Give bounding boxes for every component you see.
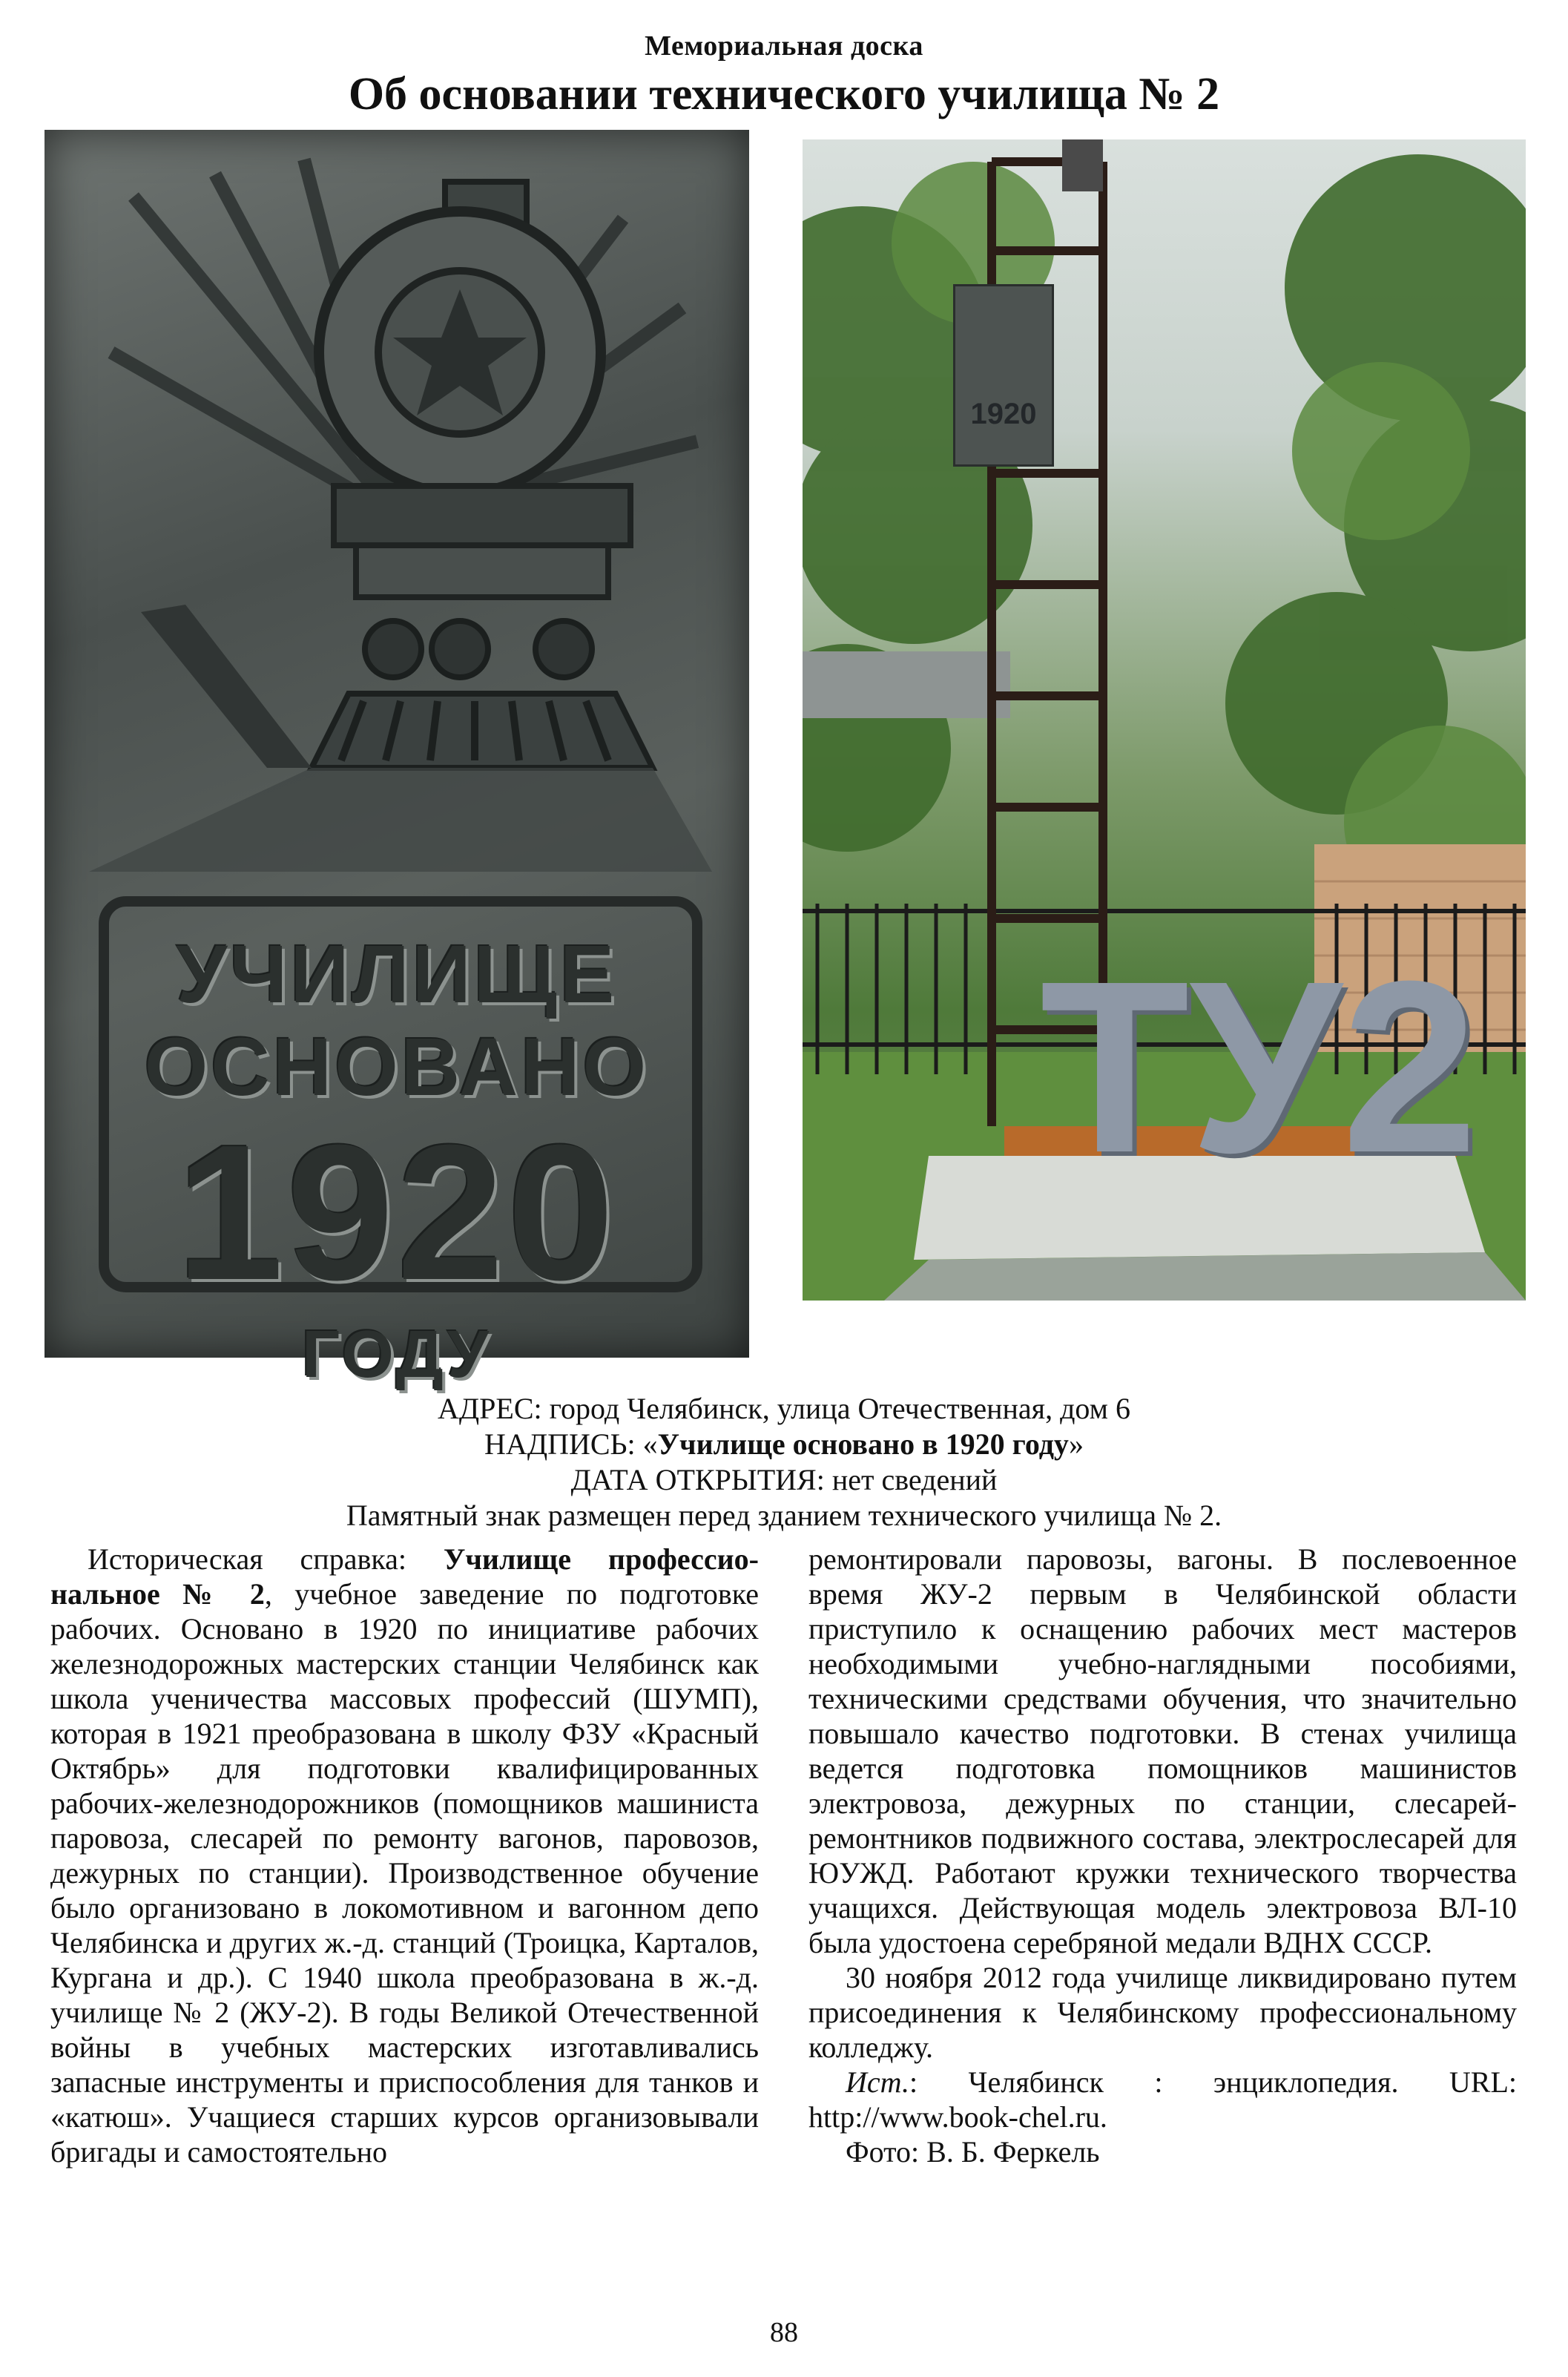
tower-plaque xyxy=(953,284,1054,467)
address-line xyxy=(0,1391,1568,1427)
tower-plaque-year: 1920 xyxy=(970,398,1037,430)
memorial-site-photo xyxy=(803,139,1526,1301)
relief-year: 1920 xyxy=(176,1105,618,1321)
address-value: : город Челябинск, улица Отечественная, дом 6 xyxy=(533,1392,1130,1425)
page-number: 88 xyxy=(770,2317,798,2348)
opening-line xyxy=(0,1462,1568,1498)
address-label: АДРЕС xyxy=(438,1392,534,1425)
history-paragraph xyxy=(50,1542,759,2169)
closure-paragraph: 30 ноября 2012 года училище ликвидировано путем присоединения к Челябинскому профессиональному колледжу. xyxy=(808,1961,1517,2064)
opening-label: ДАТА ОТКРЫТИЯ xyxy=(570,1463,817,1496)
tu2-sign: ТУ2 xyxy=(1040,930,1478,1203)
inscription-line xyxy=(0,1427,1568,1462)
relief-line-4: ГОДУ xyxy=(302,1318,492,1392)
source-paragraph xyxy=(808,2065,1517,2134)
source-label: Ист. xyxy=(846,2065,910,2099)
page-title: Об основании технического училища № 2 xyxy=(348,69,1220,119)
inscription-value: Училище основано в 1920 году xyxy=(657,1427,1069,1461)
relief-line-1: УЧИЛИЩЕ xyxy=(176,929,618,1020)
history-continued: ремонтировали паровозы, вагоны. В послевоенное время ЖУ-2 первым в Челябинской области приступило к оснащению рабочих мест мастеров необходимыми учебно-наглядными пособиями, техническими средствами обучения, что значительно повышало качество подготовки. В стенах училища ведется подготовка помощников машинистов электровоза, дежурных по станции, слесарей-ремонтников подвижного состава, электрослесарей для ЮУЖД. Работают кружки технического творчества учащихся. Действующая модель электровоза ВЛ-10 была удостоена серебряной медали ВДНХ СССР. xyxy=(808,1542,1517,1959)
relief-plaque-photo xyxy=(45,130,749,1392)
history-label: Историческая справка: xyxy=(88,1542,444,1576)
opening-value: : нет сведений xyxy=(816,1463,998,1496)
right-column xyxy=(808,1542,1517,2169)
inscription-label: НАДПИСЬ xyxy=(484,1427,627,1461)
history-text: , учебное заведение по подготовке рабочих. Основано в 1920 по инициативе рабочих железнодорожных мастерских станции Челябинск как школа ученичества массовых профессий (ШУМП), которая в 1921 преобразована в школу ФЗУ «Красный Октябрь» для подготовки квалифицированных рабочих-железнодорожников (помощников машиниста паровоза, слесарей по ремонту вагонов, паровозов, дежурных по станции). Производственное обучение было организовано в локомотивном и вагонном депо Челябинска и других ж.-д. станций (Троицка, Карталов, Кургана и др.). С 1940 школа преобразована в ж.-д. училище № 2 (ЖУ-2). В годы Великой Отечественной войны в учебных мастерских изготавливались запасные инструменты и приспособления для танков и «катюш». Учащиеся старших курсов организовывали бригады и самостоятельно xyxy=(50,1577,759,2169)
placement-line: Памятный знак размещен перед зданием технического училища № 2. xyxy=(346,1499,1222,1532)
section-kicker: Мемориальная доска xyxy=(645,30,923,62)
inscription-prefix: : « xyxy=(627,1427,658,1461)
inscription-suffix: » xyxy=(1068,1427,1084,1461)
left-column xyxy=(50,1542,759,2169)
source-text: : Челябинск : энциклопедия. URL: http://www.book-chel.ru. xyxy=(808,2065,1517,2134)
history-subject: Училище профессио-нальное № 2 xyxy=(50,1542,759,1611)
photo-credit: Фото: В. Б. Феркель xyxy=(846,2135,1100,2169)
relief-line-2: ОСНОВАНО xyxy=(144,1022,650,1113)
